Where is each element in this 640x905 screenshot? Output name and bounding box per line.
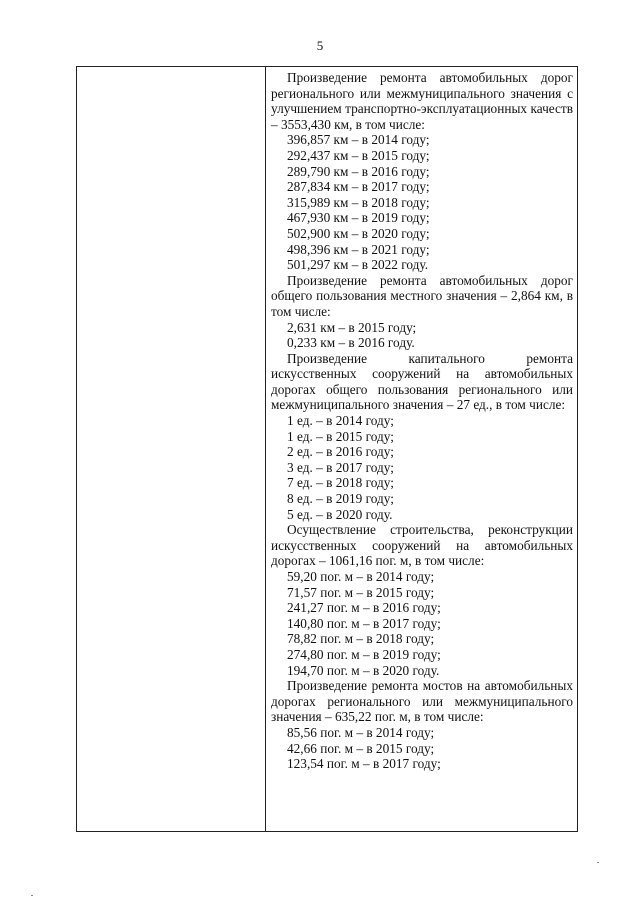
list-item: 396,857 км – в 2014 году; xyxy=(287,132,430,148)
paragraph: Произведение ремонта автомобильных дорог общего пользования местного значения – 2,864 км, в том числе: xyxy=(271,272,573,319)
paragraph: Произведение капитального ремонта искусственных сооружений на автомобильных дорогах общего пользования регионального или межмуниципального значения – 27 ед., в том числе: xyxy=(271,350,573,413)
list-item: 274,80 пог. м – в 2019 году; xyxy=(287,646,441,662)
list-item: 498,396 км – в 2021 году; xyxy=(287,241,430,257)
paragraph: Произведение ремонта автомобильных дорог регионального или межмуниципального значения с улучшением транспортно-эксплуатационных качеств – 3553,430 км, в том числе: xyxy=(271,70,573,132)
list-item: 1 ед. – в 2014 году; xyxy=(287,413,394,429)
page-number: 5 xyxy=(316,38,324,53)
list-item: 467,930 км – в 2019 году; xyxy=(287,210,430,226)
list-item: 501,297 км – в 2022 году. xyxy=(287,257,429,273)
list-item: 289,790 км – в 2016 году; xyxy=(287,163,430,179)
list-item: 287,834 км – в 2017 году; xyxy=(287,179,430,195)
list-item: 2 ед. – в 2016 году; xyxy=(287,444,394,460)
scan-speck xyxy=(597,862,599,863)
list-item: 78,82 пог. м – в 2018 году; xyxy=(287,631,435,647)
list-item: 59,20 пог. м – в 2014 году; xyxy=(287,569,435,584)
list-item: 0,233 км – в 2016 году. xyxy=(287,335,415,351)
list-item: 5 ед. – в 2020 году. xyxy=(287,506,393,522)
list-item: 42,66 пог. м – в 2015 году; xyxy=(287,740,435,756)
list-item: 2,631 км – в 2015 году; xyxy=(287,319,417,335)
list-item: 3 ед. – в 2017 году; xyxy=(287,459,394,475)
content-cell xyxy=(271,70,573,772)
list-item: 8 ед. – в 2019 году; xyxy=(287,491,394,507)
paragraph: Осуществление строительства, реконструкции искусственных сооружений на автомобильных дорогах – 1061,16 пог. м, в том числе: xyxy=(271,522,573,569)
list-item: 71,57 пог. м – в 2015 году; xyxy=(287,584,435,600)
list-item: 502,900 км – в 2020 году; xyxy=(287,225,430,241)
program-table xyxy=(76,66,578,832)
list-item: 85,56 пог. м – в 2014 году; xyxy=(287,724,435,740)
list-item: 7 ед. – в 2018 году; xyxy=(287,475,394,491)
list-item: 292,437 км – в 2015 году; xyxy=(287,147,430,163)
list-item: 1 ед. – в 2015 году; xyxy=(287,428,394,444)
list-item: 315,989 км – в 2018 году; xyxy=(287,194,430,210)
list-item: 194,70 пог. м – в 2020 году. xyxy=(287,662,440,678)
list-item: 241,27 пог. м – в 2016 году; xyxy=(287,600,441,616)
column-divider xyxy=(265,67,266,831)
paragraph: Произведение ремонта мостов на автомобильных дорогах регионального или межмуниципального значения – 635,22 пог. м, в том числе: xyxy=(271,678,573,725)
list-item: 123,54 пог. м – в 2017 году; xyxy=(287,756,441,772)
list-item: 140,80 пог. м – в 2017 году; xyxy=(287,615,441,631)
scan-speck xyxy=(31,895,33,896)
